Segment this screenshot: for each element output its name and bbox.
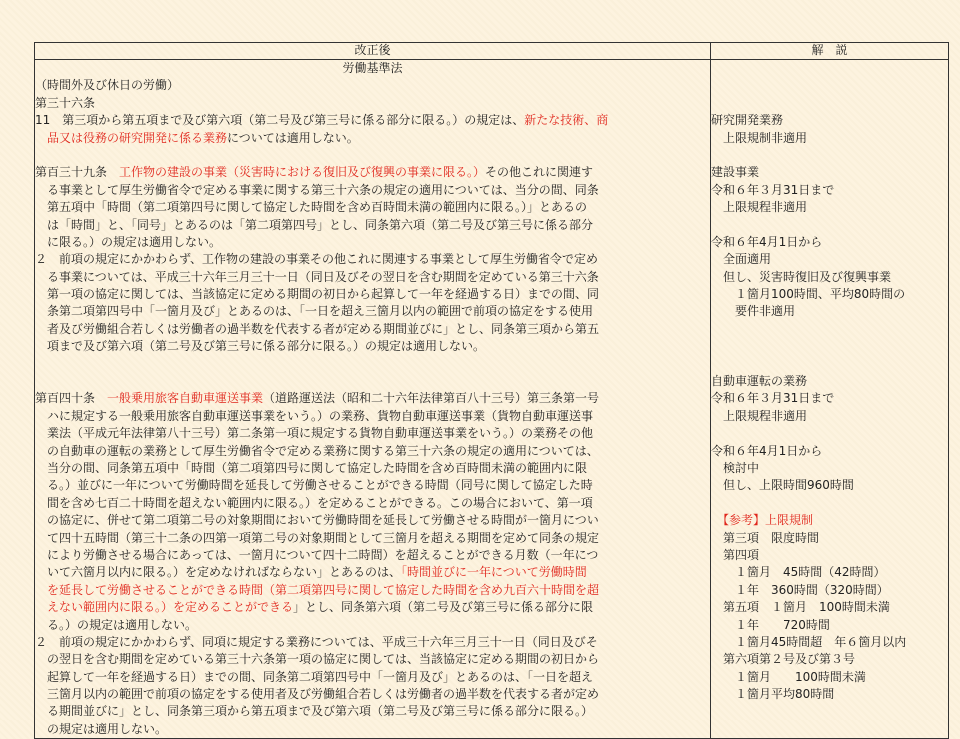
explanation-140-line: 自動車運転の業務 — [711, 374, 808, 389]
article-140-line — [35, 582, 710, 599]
article-140-line — [35, 443, 710, 460]
explanation-140-line: 第六項第２号及び第３号 — [711, 652, 856, 667]
text-segment: 条第二項第四号中「一箇月及び」とあるのは、「一日を超え三箇月以内の範囲で前項の協定をする使用 — [47, 304, 594, 319]
article-140-line — [35, 564, 710, 581]
explanation-140-line: １箇月平均80時間 — [711, 687, 835, 702]
article-140-line — [35, 460, 710, 477]
article-140-line — [35, 425, 710, 442]
law-title: 労働基準法 — [342, 61, 403, 75]
highlighted-text: を延長して労働させることができる時間（第二項第四号に関して協定した時間を含め九百六十時間を超 — [47, 582, 600, 597]
article-140-line — [35, 721, 710, 738]
spacer — [711, 95, 948, 112]
text-segment: により労働させる場合にあっては、一箇月について四十二時間）を超えることができる月数（一年につ — [47, 547, 599, 562]
text-segment: （道路運送法（昭和二十六年法律第百八十三号）第三条第一号 — [263, 391, 600, 406]
explanation-140-line: 第五項 １箇月 100時間未満 — [711, 600, 890, 615]
explanation-139-line — [711, 217, 948, 234]
highlighted-text: 「時間並びに一年について労働時間 — [401, 565, 587, 580]
explanation-139-line: 但し、災害時復旧及び復興事業 — [711, 269, 892, 284]
explanation-140-line: １箇月 100時間未満 — [711, 669, 866, 684]
spacer — [711, 321, 948, 338]
explanation-140-block — [711, 373, 948, 703]
text-segment: 項まで及び第六項（第二号及び第三号に係る部分に限る。）の規定は適用しない。 — [47, 339, 486, 354]
explanation-36-line: 研究開発業務 — [711, 113, 784, 128]
explanation-140-line: 検討中 — [711, 460, 760, 475]
explanation-140-line: 但し、上限時間960時間 — [711, 478, 854, 493]
text-segment: 当分の間、同条第五項中「時間（第二項第四号に関して協定した時間を含め百時間未満の範囲内に限 — [47, 460, 588, 475]
text-segment: ハに規定する一般乗用旅客自動車運送事業をいう。）の業務、貨物自動車運送事業（貨物自動車運送事 — [47, 408, 594, 423]
text-segment: 起算して一年を経過する日）までの間、同条第二項第四号中「一箇月及び」とあるのは、「一日を超え — [47, 669, 594, 684]
article-36-11-block — [35, 112, 710, 147]
text-segment: の協定に、併せて第二項第二号の対象期間において労働時間を延長して労働させる時間が一箇月につい — [47, 513, 599, 528]
text-segment: 者及び労働組合若しくは労働者の過半数を代表する者が定める期間並びに」とし、同条第三項から第五 — [47, 321, 600, 336]
intro-line: 第三十六条 — [35, 95, 96, 110]
explanation-140-line — [711, 495, 948, 512]
spacer — [35, 147, 710, 164]
spacer — [711, 338, 948, 355]
text-segment: の翌日を含む期間を定めている第三十六条第一項の協定に関しては、当該協定に定める期間の初日から — [47, 652, 600, 667]
text-segment: 第百三十九条 — [35, 165, 120, 180]
article-140-line — [35, 617, 710, 634]
text-segment: 三箇月以内の範囲で前項の協定をする使用者及び労働組合若しくは労働者の過半数を代表する者が定め — [47, 687, 600, 702]
article-139-line — [35, 338, 710, 355]
text-segment: 第五項中「時間（第二項第四号に関して協定した時間を含め百時間未満の範囲内に限る。）」とあるの — [47, 200, 588, 215]
body-row — [35, 60, 949, 739]
intro-line: （時間外及び休日の労働） — [35, 78, 180, 93]
header-revised: 改正後 — [35, 43, 711, 60]
text-segment: は「時間」と、「同号」とあるのは「第二項第四号」とし、同条第六項（第二号及び第三号に係る部分 — [47, 217, 594, 232]
article-140-line — [35, 512, 710, 529]
article-140-line — [35, 686, 710, 703]
explanation-139-block — [711, 164, 948, 321]
article-140-line — [35, 651, 710, 668]
explanation-139-line: 令和６年３月31日まで — [711, 182, 835, 197]
explanation-139-line: １箇月100時間、平均80時間の — [711, 287, 906, 302]
article-139-line — [35, 321, 710, 338]
highlighted-text: 品又は役務の研究開発に係る業務 — [47, 130, 228, 145]
header-row — [35, 43, 949, 60]
highlighted-text: えない範囲内に限る。）を定めることができる — [47, 600, 294, 615]
article-139-line — [35, 251, 710, 268]
text-segment: に限る。）の規定は適用しない。 — [47, 234, 222, 249]
spacer — [711, 60, 948, 77]
highlighted-text: 新たな技術、商 — [524, 113, 609, 128]
article-139-line — [35, 269, 710, 286]
article-139-line — [35, 182, 710, 199]
article-139-line — [35, 199, 710, 216]
article-140-line — [35, 703, 710, 720]
article-36-line — [35, 112, 710, 129]
article-36-line — [35, 130, 710, 147]
explanation-139-line: 建設事業 — [711, 165, 760, 180]
explanation-140-line: 【参考】上限規制 — [711, 513, 814, 528]
article-140-line — [35, 669, 710, 686]
text-segment: いて六箇月以内に限る。）を定めなければならない」とあるのは、 — [47, 565, 402, 580]
text-segment: 」とし、同条第六項（第二号及び第三号に係る部分に限 — [293, 600, 594, 615]
spacer — [711, 147, 948, 164]
explanation-140-line: １年 720時間 — [711, 617, 830, 632]
explanation-column — [711, 60, 949, 739]
explanation-140-line: １年 360時間（320時間） — [711, 582, 889, 597]
article-139-line — [35, 164, 710, 181]
explanation-140-line — [711, 425, 948, 442]
explanation-139-line: 令和６年4月1日から — [711, 234, 823, 249]
article-139-line — [35, 234, 710, 251]
explanation-139-line: 全面適用 — [711, 252, 772, 267]
spacer — [711, 77, 948, 94]
spacer — [35, 356, 710, 373]
text-segment: 第百四十条 — [35, 391, 108, 406]
article-140-line — [35, 530, 710, 547]
article-139-block — [35, 164, 710, 355]
article-140-block — [35, 390, 710, 738]
explanation-140-line: 令和６年4月1日から — [711, 443, 823, 458]
article-140-line — [35, 599, 710, 616]
article-140-line — [35, 547, 710, 564]
text-segment: る。）並びに一年について労働時間を延長して労働させることができる時間（同号に関して協定した時 — [47, 478, 593, 493]
text-segment: 11 第三項から第五項まで及び第六項（第二号及び第三号に係る部分に限る。）の規定は、 — [35, 113, 525, 128]
text-segment: 業法（平成元年法律第八十三号）第二条第一項に規定する貨物自動車運送事業をいう。）の業務その他 — [47, 426, 594, 441]
text-segment: ２ 前項の規定にかかわらず、同項に規定する業務については、平成三十六年三月三十一日（同日及びそ — [35, 634, 598, 649]
text-segment: 第一項の協定に関しては、当該協定に定める期間の初日から起算して一年を経過する日）までの間、同 — [47, 287, 600, 302]
text-segment: 間を含め七百二十時間を超えない範囲内に限る。）を定めることができる。この場合において、第一項 — [47, 495, 593, 510]
explanation-36-line: 上限規制非適用 — [711, 130, 808, 145]
article-140-line — [35, 477, 710, 494]
text-segment: て四十五時間（第三十二条の四第一項第二号の対象期間として三箇月を超える期間を定めて同条の規定 — [47, 530, 600, 545]
law-text-column — [35, 60, 711, 739]
intro-block — [35, 77, 710, 112]
text-segment: ２ 前項の規定にかかわらず、工作物の建設の事業その他これに関連する事業として厚生労働省令で定め — [35, 252, 599, 267]
explanation-140-line: １箇月45時間超 年６箇月以内 — [711, 634, 907, 649]
article-139-line — [35, 286, 710, 303]
text-segment: る期間並びに」とし、同条第三項から第五項まで及び第六項（第二号及び第三号に係る部分に限る。） — [47, 704, 594, 719]
article-139-line — [35, 303, 710, 320]
text-segment: る。）の規定は適用しない。 — [47, 617, 198, 632]
explanation-139-line: 上限規程非適用 — [711, 200, 808, 215]
text-segment: る事業については、平成三十六年三月三十一日（同日及びその翌日を含む期間を定めている第三十六条 — [47, 269, 599, 284]
explanation-36-block — [711, 112, 948, 147]
comparison-table — [34, 42, 949, 739]
highlighted-text: （災害時における復旧及び復興の事業に限る。） — [227, 165, 486, 180]
article-140-line — [35, 408, 710, 425]
explanation-140-line: 第三項 限度時間 — [711, 530, 820, 545]
article-139-line — [35, 217, 710, 234]
text-segment: る事業として厚生労働省令で定める事業に関する第三十六条の規定の適用については、当分の間、同条 — [47, 182, 599, 197]
highlighted-text: 工作物の建設の事業 — [119, 165, 228, 180]
text-segment: の規定は適用しない。 — [47, 721, 168, 736]
explanation-140-line: １箇月 45時間（42時間） — [711, 565, 886, 580]
spacer — [35, 373, 710, 390]
explanation-140-line: 上限規程非適用 — [711, 408, 808, 423]
text-segment: の自動車の運転の業務として厚生労働省令で定める業務に関する第三十六条の規定の適用については、 — [47, 443, 599, 458]
explanation-140-line: 令和６年３月31日まで — [711, 391, 835, 406]
explanation-139-line: 要件非適用 — [711, 304, 796, 319]
highlighted-text: 一般乗用旅客自動車運送事業 — [107, 391, 264, 406]
spacer — [711, 356, 948, 373]
text-segment: その他これに関連す — [485, 165, 594, 180]
explanation-140-line: 第四項 — [711, 547, 760, 562]
article-140-line — [35, 634, 710, 651]
header-explanation: 解 説 — [711, 43, 949, 60]
article-140-line — [35, 495, 710, 512]
article-140-line — [35, 390, 710, 407]
text-segment: については適用しない。 — [227, 130, 359, 145]
